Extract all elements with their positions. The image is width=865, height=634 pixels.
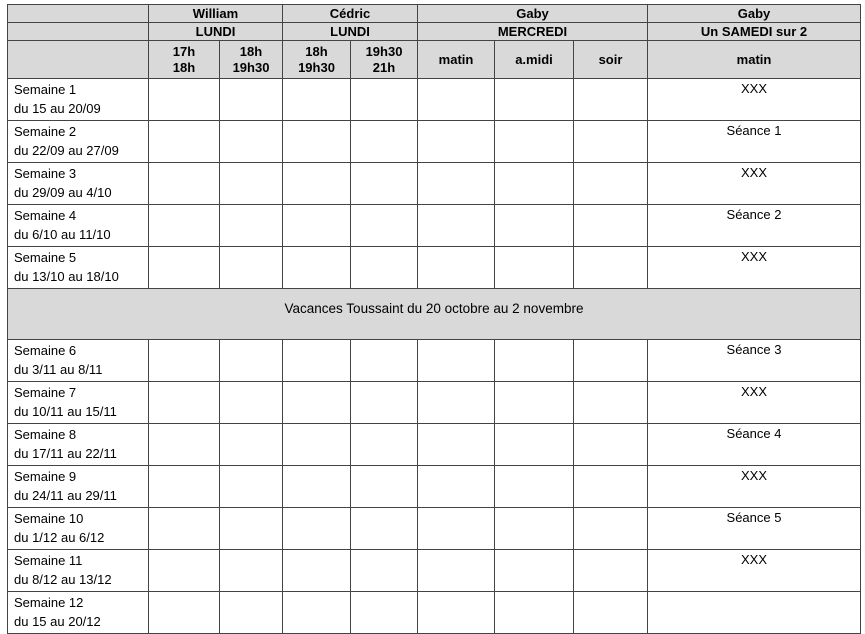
- samedi-cell: XXX: [648, 163, 861, 205]
- week-row: [8, 205, 861, 247]
- schedule-cell: [149, 121, 220, 163]
- schedule-cell: [220, 424, 283, 466]
- week-label: Semaine 9: [14, 469, 77, 484]
- week-row: [8, 340, 861, 382]
- slot-start: 18h: [305, 43, 328, 59]
- slot-end: 21h: [372, 59, 396, 75]
- header-day-cedric: LUNDI: [283, 23, 418, 41]
- slot-cedric-2: [351, 41, 418, 79]
- header-day-gaby-mercredi: MERCREDI: [418, 23, 648, 41]
- week-dates: du 10/11 au 15/11: [14, 404, 117, 419]
- header-name-william: William: [149, 5, 283, 23]
- schedule-cell: [574, 592, 648, 634]
- schedule-cell: [495, 340, 574, 382]
- week-dates: du 29/09 au 4/10: [14, 185, 112, 200]
- header-day-gaby-samedi: Un SAMEDI sur 2: [648, 23, 861, 41]
- schedule-cell: [351, 205, 418, 247]
- schedule-cell: [283, 340, 351, 382]
- schedule-cell: [220, 163, 283, 205]
- schedule-cell: [220, 508, 283, 550]
- week-row: [8, 163, 861, 205]
- schedule-cell: [574, 382, 648, 424]
- schedule-cell: [418, 382, 495, 424]
- schedule-cell: [495, 247, 574, 289]
- schedule-cell: [283, 424, 351, 466]
- samedi-cell: Séance 2: [648, 205, 861, 247]
- header-name-gaby-mercredi: Gaby: [418, 5, 648, 23]
- week-row: [8, 508, 861, 550]
- samedi-cell: XXX: [648, 247, 861, 289]
- schedule-cell: [220, 340, 283, 382]
- schedule-cell: [574, 121, 648, 163]
- week-dates: du 8/12 au 13/12: [14, 572, 112, 587]
- week-row: [8, 382, 861, 424]
- week-label-cell: [8, 382, 149, 424]
- schedule-cell: [418, 340, 495, 382]
- schedule-cell: [220, 247, 283, 289]
- header-name-gaby-samedi: Gaby: [648, 5, 861, 23]
- week-label: Semaine 8: [14, 427, 77, 442]
- schedule-cell: [351, 163, 418, 205]
- schedule-cell: [149, 424, 220, 466]
- week-label: Semaine 4: [14, 208, 77, 223]
- schedule-cell: [418, 121, 495, 163]
- header-row-slots: [8, 41, 861, 79]
- samedi-cell: Séance 3: [648, 340, 861, 382]
- schedule-cell: [351, 592, 418, 634]
- week-row: [8, 424, 861, 466]
- week-label: Semaine 2: [14, 124, 77, 139]
- schedule-cell: [351, 508, 418, 550]
- week-label: Semaine 5: [14, 250, 77, 265]
- header-day-william: LUNDI: [149, 23, 283, 41]
- week-label: Semaine 6: [14, 343, 77, 358]
- week-row: [8, 121, 861, 163]
- schedule-cell: [574, 163, 648, 205]
- schedule-cell: [220, 382, 283, 424]
- schedule-cell: [574, 550, 648, 592]
- week-label-cell: [8, 592, 149, 634]
- week-row: [8, 79, 861, 121]
- slot-cedric-1: [283, 41, 351, 79]
- week-label-cell: [8, 340, 149, 382]
- slot-end: 18h: [172, 59, 196, 75]
- week-row: [8, 550, 861, 592]
- schedule-cell: [220, 79, 283, 121]
- schedule-cell: [220, 205, 283, 247]
- samedi-cell: XXX: [648, 382, 861, 424]
- week-label: Semaine 7: [14, 385, 77, 400]
- schedule-cell: [418, 79, 495, 121]
- slot-start: 17h: [172, 43, 196, 59]
- samedi-cell: Séance 4: [648, 424, 861, 466]
- week-label-cell: [8, 205, 149, 247]
- schedule-cell: [574, 247, 648, 289]
- schedule-cell: [220, 550, 283, 592]
- samedi-cell: [648, 592, 861, 634]
- header-row-names: [8, 5, 861, 23]
- week-label-cell: [8, 79, 149, 121]
- header-name-cedric: Cédric: [283, 5, 418, 23]
- schedule-cell: [418, 550, 495, 592]
- schedule-cell: [351, 424, 418, 466]
- schedule-cell: [149, 205, 220, 247]
- schedule-cell: [574, 508, 648, 550]
- schedule-cell: [418, 508, 495, 550]
- schedule-cell: [283, 508, 351, 550]
- header-corner: [8, 5, 149, 23]
- header-corner: [8, 41, 149, 79]
- schedule-cell: [283, 550, 351, 592]
- schedule-cell: [220, 121, 283, 163]
- schedule-cell: [149, 79, 220, 121]
- samedi-cell: XXX: [648, 550, 861, 592]
- schedule-cell: [495, 592, 574, 634]
- schedule-cell: [283, 247, 351, 289]
- schedule-cell: [574, 205, 648, 247]
- schedule-cell: [495, 205, 574, 247]
- week-dates: du 3/11 au 8/11: [14, 362, 103, 377]
- slot-start: 19h30: [365, 43, 403, 59]
- slot-gaby-soir: soir: [574, 41, 648, 79]
- schedule-cell: [149, 466, 220, 508]
- weeks-before-vacation: [8, 79, 861, 289]
- schedule-cell: [220, 466, 283, 508]
- week-dates: du 24/11 au 29/11: [14, 488, 117, 503]
- schedule-cell: [351, 550, 418, 592]
- schedule-cell: [495, 163, 574, 205]
- schedule-cell: [574, 340, 648, 382]
- schedule-cell: [418, 466, 495, 508]
- samedi-cell: XXX: [648, 466, 861, 508]
- schedule-cell: [149, 163, 220, 205]
- week-label: Semaine 3: [14, 166, 77, 181]
- week-dates: du 15 au 20/09: [14, 101, 101, 116]
- schedule-cell: [418, 247, 495, 289]
- weeks-after-vacation: [8, 340, 861, 634]
- schedule-cell: [351, 247, 418, 289]
- schedule-cell: [220, 592, 283, 634]
- week-dates: du 13/10 au 18/10: [14, 269, 119, 284]
- week-label-cell: [8, 550, 149, 592]
- week-label: Semaine 10: [14, 511, 84, 526]
- schedule-cell: [283, 205, 351, 247]
- schedule-cell: [574, 79, 648, 121]
- schedule-cell: [495, 466, 574, 508]
- week-label: Semaine 12: [14, 595, 84, 610]
- schedule-document: [7, 4, 861, 634]
- slot-end: 19h30: [232, 59, 270, 75]
- week-dates: du 22/09 au 27/09: [14, 143, 119, 158]
- schedule-cell: [283, 466, 351, 508]
- header-corner: [8, 23, 149, 41]
- schedule-cell: [149, 592, 220, 634]
- week-row: [8, 466, 861, 508]
- slot-william-1: [149, 41, 220, 79]
- schedule-cell: [351, 340, 418, 382]
- week-row: [8, 247, 861, 289]
- schedule-cell: [149, 247, 220, 289]
- week-label-cell: [8, 121, 149, 163]
- schedule-cell: [149, 382, 220, 424]
- schedule-cell: [283, 163, 351, 205]
- slot-start: 18h: [239, 43, 263, 59]
- schedule-cell: [495, 424, 574, 466]
- week-label: Semaine 11: [14, 553, 83, 568]
- samedi-cell: Séance 5: [648, 508, 861, 550]
- schedule-cell: [574, 424, 648, 466]
- vacation-row: [8, 289, 861, 340]
- slot-william-2: [220, 41, 283, 79]
- week-label-cell: [8, 247, 149, 289]
- week-dates: du 1/12 au 6/12: [14, 530, 105, 545]
- week-row: [8, 592, 861, 634]
- week-dates: du 15 au 20/12: [14, 614, 101, 629]
- schedule-table: [7, 4, 861, 634]
- schedule-cell: [283, 79, 351, 121]
- header-row-days: [8, 23, 861, 41]
- slot-gaby-amidi: a.midi: [495, 41, 574, 79]
- schedule-cell: [418, 592, 495, 634]
- schedule-cell: [149, 508, 220, 550]
- schedule-cell: [495, 550, 574, 592]
- slot-end: 19h30: [298, 59, 335, 75]
- schedule-cell: [283, 121, 351, 163]
- schedule-cell: [418, 163, 495, 205]
- schedule-cell: [351, 121, 418, 163]
- schedule-cell: [149, 340, 220, 382]
- week-label-cell: [8, 508, 149, 550]
- week-label-cell: [8, 424, 149, 466]
- schedule-cell: [495, 121, 574, 163]
- schedule-cell: [574, 466, 648, 508]
- slot-gaby-samedi-matin: matin: [648, 41, 861, 79]
- schedule-cell: [495, 79, 574, 121]
- schedule-cell: [283, 592, 351, 634]
- schedule-cell: [351, 466, 418, 508]
- week-label-cell: [8, 466, 149, 508]
- schedule-cell: [283, 382, 351, 424]
- schedule-cell: [149, 550, 220, 592]
- schedule-cell: [418, 205, 495, 247]
- schedule-cell: [418, 424, 495, 466]
- slot-gaby-matin: matin: [418, 41, 495, 79]
- week-dates: du 6/10 au 11/10: [14, 227, 111, 242]
- vacation-label: Vacances Toussaint du 20 octobre au 2 novembre: [8, 289, 861, 340]
- week-label: Semaine 1: [14, 82, 77, 97]
- schedule-cell: [351, 79, 418, 121]
- schedule-cell: [495, 382, 574, 424]
- schedule-cell: [351, 382, 418, 424]
- samedi-cell: XXX: [648, 79, 861, 121]
- week-dates: du 17/11 au 22/11: [14, 446, 117, 461]
- week-label-cell: [8, 163, 149, 205]
- samedi-cell: Séance 1: [648, 121, 861, 163]
- schedule-cell: [495, 508, 574, 550]
